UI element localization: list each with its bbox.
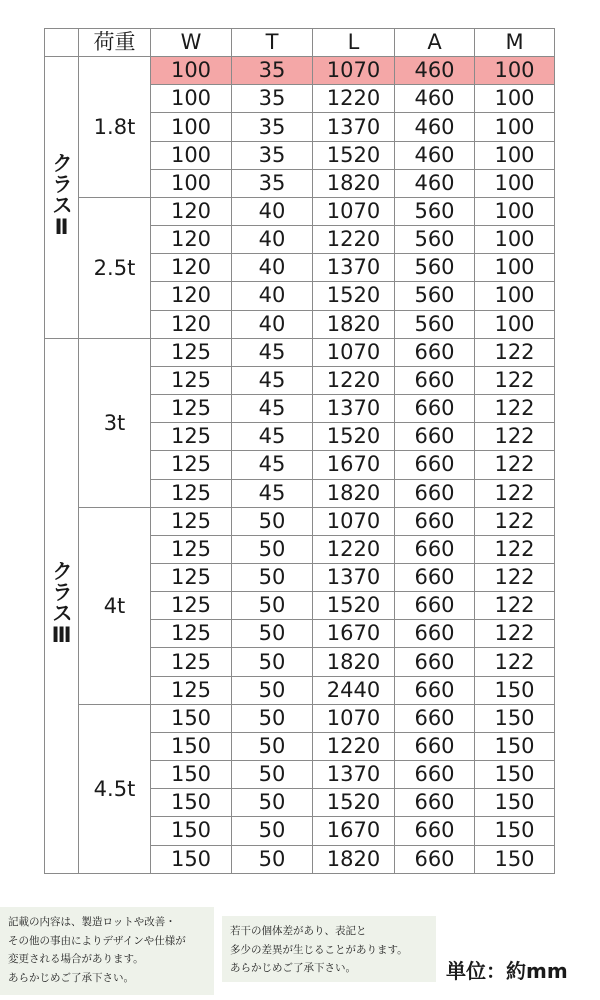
cell-a: 660 <box>395 423 475 451</box>
cell-t: 35 <box>232 169 313 197</box>
cell-a: 660 <box>395 338 475 366</box>
cell-m: 122 <box>475 395 555 423</box>
cell-a: 460 <box>395 169 475 197</box>
cell-a: 660 <box>395 366 475 394</box>
notice-design-change <box>0 907 214 995</box>
notice-line: 若干の個体差があり、表記と <box>230 925 367 937</box>
cell-m: 122 <box>475 366 555 394</box>
cell-t: 50 <box>232 676 313 704</box>
cell-l: 1820 <box>313 169 395 197</box>
cell-l: 1820 <box>313 648 395 676</box>
cell-t: 50 <box>232 761 313 789</box>
cell-a: 560 <box>395 282 475 310</box>
cell-t: 50 <box>232 789 313 817</box>
cell-w: 125 <box>151 507 232 535</box>
cell-t: 45 <box>232 338 313 366</box>
cell-t: 50 <box>232 817 313 845</box>
cell-l: 1520 <box>313 423 395 451</box>
cell-a: 660 <box>395 563 475 591</box>
cell-l: 1670 <box>313 817 395 845</box>
cell-a: 660 <box>395 704 475 732</box>
cell-m: 122 <box>475 423 555 451</box>
cell-l: 1220 <box>313 732 395 760</box>
table-row <box>45 704 555 732</box>
header-l: L <box>313 29 395 57</box>
cell-t: 45 <box>232 451 313 479</box>
notice-line: あらかじめご了承下さい。 <box>230 962 356 974</box>
cell-l: 1370 <box>313 395 395 423</box>
cell-t: 50 <box>232 507 313 535</box>
cell-m: 100 <box>475 226 555 254</box>
cell-w: 100 <box>151 141 232 169</box>
class-label: クラスⅢ <box>49 560 74 648</box>
cell-w: 125 <box>151 451 232 479</box>
cell-a: 660 <box>395 676 475 704</box>
load-cell: 4t <box>79 507 151 704</box>
notice-line: 記載の内容は、製造ロットや改善・ <box>8 916 176 928</box>
cell-m: 122 <box>475 592 555 620</box>
class-label: クラスⅡ <box>49 151 74 239</box>
cell-l: 2440 <box>313 676 395 704</box>
cell-t: 35 <box>232 85 313 113</box>
cell-t: 50 <box>232 592 313 620</box>
cell-w: 125 <box>151 648 232 676</box>
cell-m: 122 <box>475 535 555 563</box>
cell-t: 35 <box>232 57 313 85</box>
cell-l: 1670 <box>313 451 395 479</box>
cell-t: 50 <box>232 732 313 760</box>
cell-m: 150 <box>475 676 555 704</box>
cell-m: 150 <box>475 761 555 789</box>
cell-m: 100 <box>475 197 555 225</box>
cell-w: 150 <box>151 845 232 873</box>
cell-m: 122 <box>475 648 555 676</box>
cell-l: 1220 <box>313 366 395 394</box>
notice-line: あらかじめご了承下さい。 <box>8 971 134 984</box>
cell-t: 40 <box>232 197 313 225</box>
cell-m: 100 <box>475 141 555 169</box>
cell-t: 45 <box>232 479 313 507</box>
cell-w: 125 <box>151 366 232 394</box>
notice-line: その他の事由によりデザインや仕様が <box>8 934 186 947</box>
cell-l: 1520 <box>313 592 395 620</box>
class-label-cell <box>45 338 79 873</box>
cell-t: 40 <box>232 310 313 338</box>
cell-m: 100 <box>475 254 555 282</box>
cell-a: 460 <box>395 85 475 113</box>
cell-l: 1070 <box>313 197 395 225</box>
cell-w: 125 <box>151 423 232 451</box>
header-w: W <box>151 29 232 57</box>
table-row <box>45 57 555 85</box>
cell-a: 660 <box>395 507 475 535</box>
cell-w: 120 <box>151 226 232 254</box>
cell-m: 100 <box>475 113 555 141</box>
cell-a: 560 <box>395 254 475 282</box>
cell-w: 100 <box>151 57 232 85</box>
cell-l: 1070 <box>313 507 395 535</box>
cell-t: 40 <box>232 282 313 310</box>
cell-l: 1820 <box>313 479 395 507</box>
cell-a: 660 <box>395 479 475 507</box>
cell-a: 660 <box>395 648 475 676</box>
cell-t: 50 <box>232 563 313 591</box>
cell-l: 1370 <box>313 254 395 282</box>
cell-w: 125 <box>151 479 232 507</box>
cell-w: 120 <box>151 310 232 338</box>
notice-line: 多少の差異が生じることがあります。 <box>230 943 408 956</box>
cell-l: 1220 <box>313 535 395 563</box>
header-a: A <box>395 29 475 57</box>
cell-m: 122 <box>475 451 555 479</box>
cell-w: 150 <box>151 732 232 760</box>
header-empty-cell <box>45 29 79 57</box>
cell-w: 150 <box>151 789 232 817</box>
cell-t: 50 <box>232 845 313 873</box>
cell-l: 1220 <box>313 226 395 254</box>
cell-a: 460 <box>395 57 475 85</box>
cell-m: 150 <box>475 704 555 732</box>
header-t: T <box>232 29 313 57</box>
cell-a: 660 <box>395 535 475 563</box>
cell-l: 1820 <box>313 845 395 873</box>
cell-m: 150 <box>475 789 555 817</box>
cell-w: 100 <box>151 113 232 141</box>
cell-l: 1520 <box>313 141 395 169</box>
cell-m: 122 <box>475 479 555 507</box>
cell-t: 35 <box>232 113 313 141</box>
cell-m: 150 <box>475 817 555 845</box>
cell-l: 1370 <box>313 113 395 141</box>
cell-a: 560 <box>395 310 475 338</box>
cell-l: 1520 <box>313 282 395 310</box>
cell-l: 1370 <box>313 563 395 591</box>
cell-l: 1370 <box>313 761 395 789</box>
cell-m: 122 <box>475 507 555 535</box>
cell-m: 100 <box>475 169 555 197</box>
spec-table <box>44 28 555 874</box>
cell-m: 100 <box>475 85 555 113</box>
cell-a: 560 <box>395 226 475 254</box>
cell-l: 1070 <box>313 57 395 85</box>
cell-l: 1520 <box>313 789 395 817</box>
cell-l: 1820 <box>313 310 395 338</box>
cell-w: 125 <box>151 395 232 423</box>
cell-w: 120 <box>151 282 232 310</box>
cell-t: 50 <box>232 620 313 648</box>
cell-w: 120 <box>151 254 232 282</box>
cell-w: 125 <box>151 592 232 620</box>
cell-w: 125 <box>151 338 232 366</box>
cell-m: 150 <box>475 732 555 760</box>
cell-a: 460 <box>395 141 475 169</box>
load-cell: 4.5t <box>79 704 151 873</box>
cell-t: 35 <box>232 141 313 169</box>
cell-m: 100 <box>475 310 555 338</box>
notice-individual-difference <box>222 916 436 982</box>
cell-m: 100 <box>475 282 555 310</box>
cell-m: 122 <box>475 563 555 591</box>
table-row <box>45 507 555 535</box>
class-label-cell <box>45 57 79 339</box>
cell-w: 150 <box>151 817 232 845</box>
cell-w: 150 <box>151 761 232 789</box>
cell-t: 50 <box>232 535 313 563</box>
cell-a: 660 <box>395 789 475 817</box>
cell-a: 660 <box>395 620 475 648</box>
cell-t: 50 <box>232 704 313 732</box>
cell-t: 45 <box>232 423 313 451</box>
cell-w: 150 <box>151 704 232 732</box>
cell-a: 660 <box>395 817 475 845</box>
cell-w: 125 <box>151 535 232 563</box>
unit-label: 単位：約mm <box>446 959 568 983</box>
cell-a: 660 <box>395 395 475 423</box>
cell-a: 660 <box>395 761 475 789</box>
table-row <box>45 197 555 225</box>
cell-l: 1220 <box>313 85 395 113</box>
cell-l: 1670 <box>313 620 395 648</box>
cell-w: 125 <box>151 563 232 591</box>
cell-w: 125 <box>151 676 232 704</box>
table-header-row <box>45 29 555 57</box>
notice-line: 変更される場合があります。 <box>8 953 144 965</box>
cell-t: 45 <box>232 395 313 423</box>
cell-m: 122 <box>475 620 555 648</box>
cell-m: 122 <box>475 338 555 366</box>
header-load: 荷重 <box>79 29 151 57</box>
cell-a: 660 <box>395 592 475 620</box>
cell-a: 460 <box>395 113 475 141</box>
table-row <box>45 338 555 366</box>
cell-a: 660 <box>395 732 475 760</box>
cell-w: 120 <box>151 197 232 225</box>
cell-a: 560 <box>395 197 475 225</box>
cell-w: 100 <box>151 169 232 197</box>
cell-t: 45 <box>232 366 313 394</box>
cell-t: 40 <box>232 226 313 254</box>
header-m: M <box>475 29 555 57</box>
cell-l: 1070 <box>313 338 395 366</box>
load-cell: 1.8t <box>79 57 151 198</box>
cell-m: 150 <box>475 845 555 873</box>
cell-t: 40 <box>232 254 313 282</box>
cell-t: 50 <box>232 648 313 676</box>
cell-w: 100 <box>151 85 232 113</box>
cell-w: 125 <box>151 620 232 648</box>
load-cell: 3t <box>79 338 151 507</box>
load-cell: 2.5t <box>79 197 151 338</box>
cell-l: 1070 <box>313 704 395 732</box>
cell-a: 660 <box>395 845 475 873</box>
cell-m: 100 <box>475 57 555 85</box>
cell-a: 660 <box>395 451 475 479</box>
